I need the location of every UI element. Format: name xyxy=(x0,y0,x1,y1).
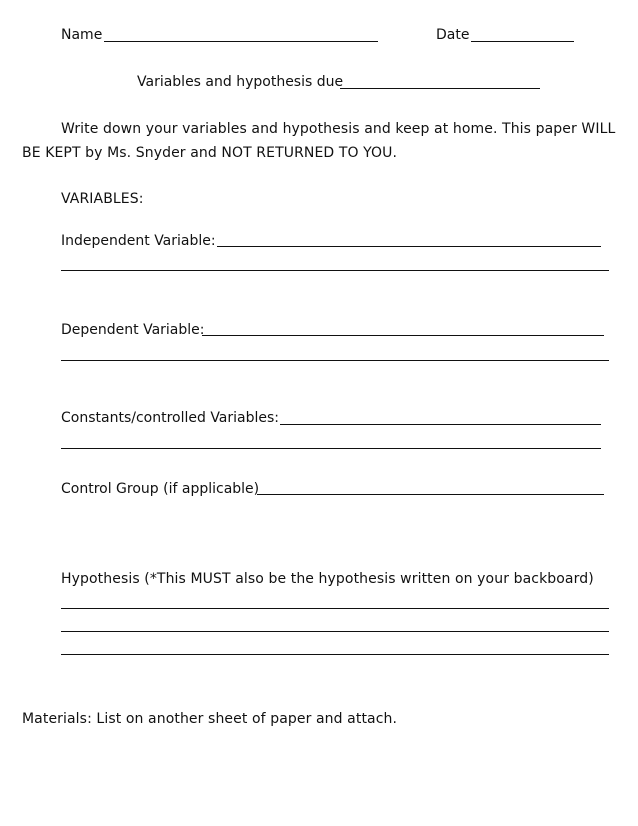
variables-heading: VARIABLES: xyxy=(61,191,144,207)
dependent-variable-label: Dependent Variable: xyxy=(61,322,205,338)
name-blank[interactable] xyxy=(104,41,378,42)
independent-variable-label: Independent Variable: xyxy=(61,233,216,249)
constants-blank-2[interactable] xyxy=(61,448,601,449)
constants-blank-1[interactable] xyxy=(280,424,601,425)
hypothesis-label: Hypothesis (*This MUST also be the hypothesis written on your backboard) xyxy=(61,571,594,587)
date-label: Date xyxy=(436,27,470,43)
instructions-line-1: Write down your variables and hypothesis and keep at home. This paper WILL xyxy=(61,121,616,137)
control-group-label: Control Group (if applicable) xyxy=(61,481,260,497)
hypothesis-blank-3[interactable] xyxy=(61,654,609,655)
due-label: Variables and hypothesis due xyxy=(137,74,344,90)
due-date-blank[interactable] xyxy=(340,88,540,89)
date-blank[interactable] xyxy=(471,41,574,42)
constants-label: Constants/controlled Variables: xyxy=(61,410,280,426)
independent-variable-blank-1[interactable] xyxy=(217,246,601,247)
instructions-line-2: BE KEPT by Ms. Snyder and NOT RETURNED TO YOU. xyxy=(22,145,398,161)
hypothesis-blank-2[interactable] xyxy=(61,631,609,632)
dependent-variable-blank-2[interactable] xyxy=(61,360,609,361)
materials-note: Materials: List on another sheet of paper and attach. xyxy=(22,711,398,727)
hypothesis-blank-1[interactable] xyxy=(61,608,609,609)
dependent-variable-blank-1[interactable] xyxy=(202,335,604,336)
control-group-blank[interactable] xyxy=(257,494,604,495)
independent-variable-blank-2[interactable] xyxy=(61,270,609,271)
name-label: Name xyxy=(61,27,103,43)
